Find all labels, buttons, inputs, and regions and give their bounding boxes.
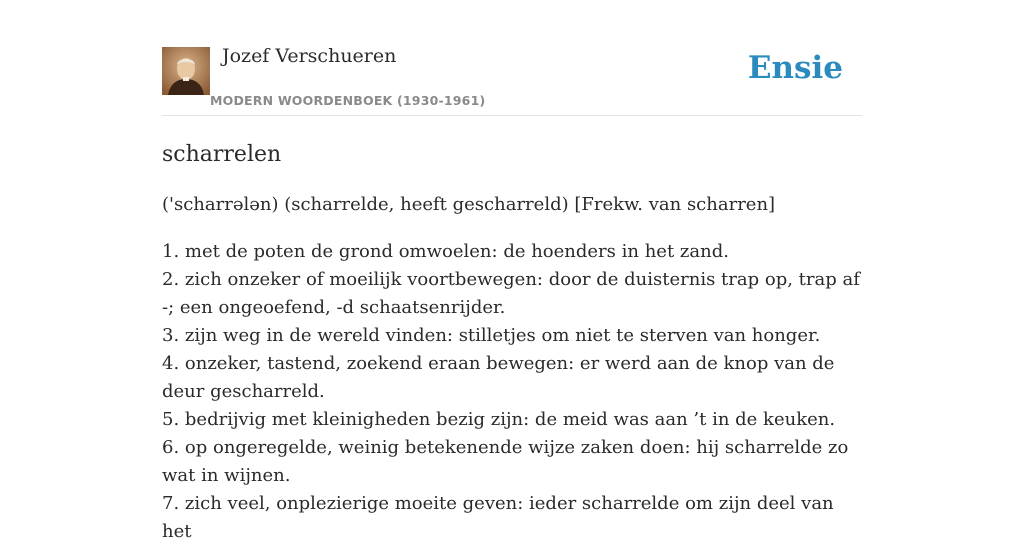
entry-pronunciation: ('scharrələn) (scharrelde, heeft gescharreld) [Frekw. van scharren] xyxy=(162,194,776,215)
definition-item: 6. op ongeregelde, weinig betekenende wijze zaken doen: hij scharrelde zo wat in wijnen. xyxy=(162,437,849,486)
definition-list xyxy=(162,238,867,546)
definition-item: 2. zich onzeker of moeilijk voortbewegen: door de duisternis trap op, trap af -; een ongeoefend, -d schaatsenrijder. xyxy=(162,269,860,318)
dictionary-entry xyxy=(162,140,867,546)
definition-item: 1. met de poten de grond omwoelen: de hoenders in het zand. xyxy=(162,241,729,262)
definition-item: 5. bedrijvig met kleinigheden bezig zijn: de meid was aan ’t in de keuken. xyxy=(162,409,836,430)
author-portrait-icon xyxy=(162,47,210,95)
author-name[interactable]: Jozef Verschueren xyxy=(222,45,397,67)
definition-item: 3. zijn weg in de wereld vinden: stilletjes om niet te sterven van honger. xyxy=(162,325,821,346)
dictionary-source[interactable]: MODERN WOORDENBOEK (1930-1961) xyxy=(210,93,486,108)
author-avatar[interactable] xyxy=(162,47,210,95)
definition-item: 7. zich veel, onplezierige moeite geven: ieder scharrelde om zijn deel van het xyxy=(162,493,834,542)
entry-term: scharrelen xyxy=(162,142,282,167)
definition-item: 4. onzeker, tastend, zoekend eraan bewegen: er werd aan de knop van de deur gescharreld. xyxy=(162,353,835,402)
ensie-logo-link[interactable]: Ensie xyxy=(747,50,843,86)
entry-header xyxy=(162,40,862,116)
